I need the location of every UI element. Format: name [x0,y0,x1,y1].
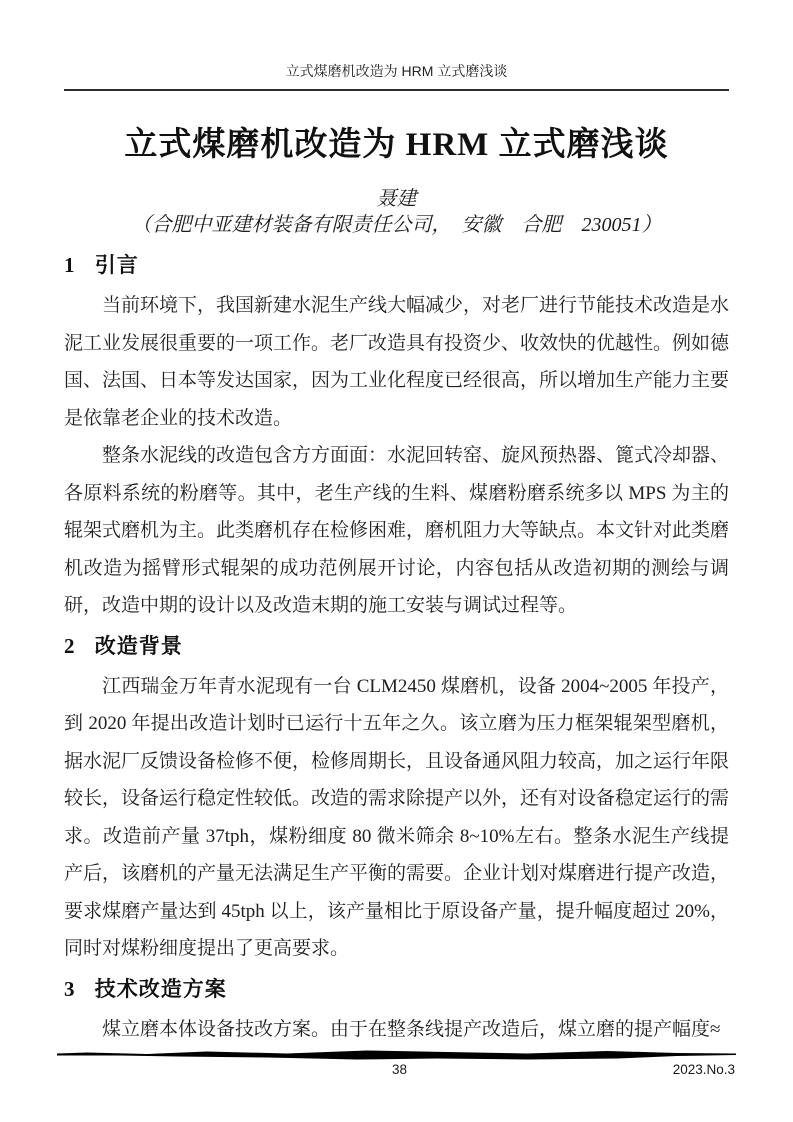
section-1-heading [64,250,729,281]
paragraph: 整条水泥线的改造包含方方面面：水泥回转窑、旋风预热器、篦式冷却器、各原料系统的粉磨等。其中，老生产线的生料、煤磨粉磨系统多以 MPS 为主的辊架式磨机为主。此类磨机存在检修困难，磨机阻力大等缺点。本文针对此类磨机改造为摇臂形式辊架的成功范例展开讨论，内容包括从改造初期的测绘与调研，改造中期的设计以及改造末期的施工安装与调试过程等。 [64,445,730,616]
page-number: 38 [391,1062,408,1077]
section-technical-plan [64,974,729,1049]
section-2-number: 2 [64,633,75,658]
section-2-heading [64,631,729,662]
footer-rule-bar [57,1049,736,1061]
section-introduction [64,250,729,625]
paragraph: 煤立磨本体设备技改方案。由于在整条线提产改造后，煤立磨的提产幅度≈ [102,1018,721,1040]
running-head: 立式煤磨机改造为 HRM 立式磨浅谈 [285,63,508,79]
paragraph: 江西瑞金万年青水泥现有一台 CLM2450 煤磨机，设备 2004~2005 年投产，到 2020 年提出改造计划时已运行十五年之久。该立磨为压力框架辊架型磨机，据水泥厂反馈设备检修不便，检修周期长，且设备通风阻力较高，加之运行年限较长，设备运行稳定性较低。改造的需求除提产以外，还有对设备稳定运行的需求。改造前产量 37tph，煤粉细度 80 微米筛余 8~10%左右。整条水泥生产线提产后，该磨机的产量无法满足生产平衡的需要。企业计划对煤磨进行提产改造，要求煤磨产量达到 45tph 以上，该产量相比于原设备产量，提升幅度超过 20%，同时对煤粉细度提出了更高要求。 [64,675,730,959]
section-background [64,631,729,968]
paragraph: 当前环境下，我国新建水泥生产线大幅减少，对老厂进行节能技术改造是水泥工业发展很重要的一项工作。老厂改造具有投资少、收效快的优越性。例如德国、法国、日本等发达国家，因为工业化程度已经很高，所以增加生产能力主要是依靠老企业的技术改造。 [64,295,730,429]
section-3-number: 3 [64,976,75,1001]
footer-text-row [64,1062,735,1080]
section-3-heading [64,974,729,1005]
header-rule [64,89,729,91]
article-title: 立式煤磨机改造为 HRM 立式磨浅谈 [124,127,669,163]
section-3-title: 技术改造方案 [94,977,227,1001]
author-name: 聂建 [376,188,417,210]
section-1-title: 引言 [94,254,139,277]
author-affiliation: （合肥中亚建材装备有限责任公司， 安徽 合肥 230051） [131,214,662,236]
section-2-title: 改造背景 [94,634,183,658]
issue-number: 2023.No.3 [672,1062,735,1077]
section-1-number: 1 [64,253,75,277]
